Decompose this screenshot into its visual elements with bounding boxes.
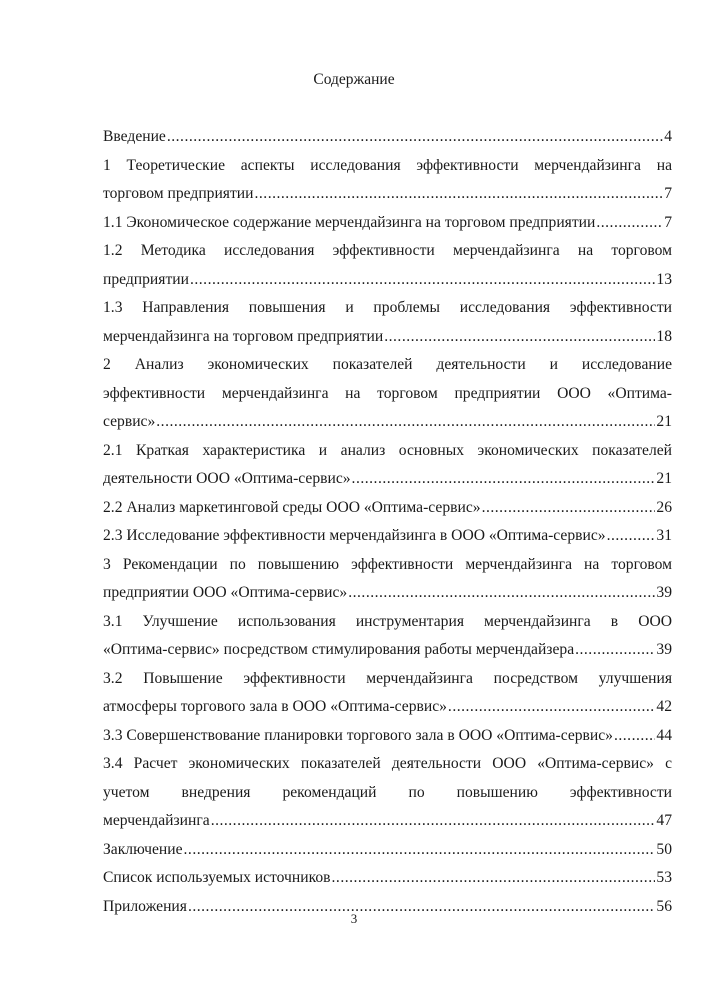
toc-entry[interactable] [103, 522, 672, 551]
toc-entry-last-line [103, 579, 672, 608]
toc-page-number: 31 [656, 527, 672, 544]
toc-entry-last-line [103, 180, 672, 209]
toc-entry-text: мерчендайзинга на торговом предприятии [103, 327, 384, 345]
toc-entry[interactable] [103, 152, 672, 209]
toc-entry-text: мерчендайзинга [103, 812, 210, 829]
dot-leader [384, 323, 655, 352]
toc-entry-line: 3 Рекомендации по повышению эффективности мерчендайзинга на торговом [103, 555, 672, 573]
toc-entry[interactable] [103, 750, 672, 836]
toc-entry[interactable] [103, 437, 672, 494]
toc-entry-text: 2.3 Исследование эффективности мерчендайзинга в ООО «Оптима-сервис» [103, 527, 606, 544]
toc-page-number: 50 [656, 840, 672, 858]
toc-entry[interactable] [103, 209, 672, 238]
toc-entry[interactable] [103, 608, 672, 665]
toc-entry-line: 1.2 Методика исследования эффективности мерчендайзинга на торговом [103, 242, 672, 259]
toc-page-number: 7 [664, 213, 672, 231]
dot-leader [448, 693, 655, 722]
toc-page-number: 42 [656, 698, 672, 715]
toc-entry[interactable] [103, 665, 672, 722]
toc-entry[interactable] [103, 237, 672, 294]
dot-leader [614, 722, 655, 751]
dot-leader [255, 180, 664, 209]
page-number: 3 [350, 911, 358, 926]
table-of-contents [103, 123, 672, 921]
dot-leader [575, 636, 655, 665]
toc-entry-text: деятельности ООО «Оптима-сервис» [103, 470, 351, 487]
toc-entry[interactable] [103, 836, 672, 865]
toc-page-number: 21 [656, 470, 672, 487]
toc-entry-text: торговом предприятии [103, 185, 254, 202]
toc-entry-last-line [103, 465, 672, 494]
toc-entry-line: 1.3 Направления повышения и проблемы исследования эффективности [103, 299, 672, 316]
toc-entry[interactable] [103, 494, 672, 523]
toc-entry-text: Введение [103, 128, 166, 145]
toc-page-number: 39 [656, 584, 672, 601]
toc-entry-line: 3.4 Расчет экономических показателей деятельности ООО «Оптима-сервис» с [103, 755, 672, 772]
toc-page-number: 44 [656, 726, 672, 744]
toc-entry-line: учетом внедрения рекомендаций по повышению эффективности [103, 783, 672, 801]
toc-entry-text: 2.2 Анализ маркетинговой среды ООО «Оптима-сервис» [103, 498, 481, 516]
toc-page-number: 18 [656, 327, 672, 345]
dot-leader [190, 266, 655, 295]
dot-leader [184, 836, 656, 865]
toc-entry-text: «Оптима-сервис» посредством стимулирования работы мерчендайзера [103, 641, 575, 658]
toc-entry-text: предприятии ООО «Оптима-сервис» [103, 584, 348, 601]
toc-entry-last-line [103, 266, 672, 295]
toc-title: Содержание [313, 71, 395, 88]
toc-page-number: 53 [656, 869, 672, 886]
toc-entry-last-line [103, 323, 672, 352]
toc-entry[interactable] [103, 123, 672, 152]
toc-entry-text: сервис» [103, 413, 156, 430]
toc-entry-text: Приложения [103, 897, 187, 915]
toc-entry[interactable] [103, 294, 672, 351]
toc-page-number: 26 [656, 498, 672, 516]
toc-entry[interactable] [103, 722, 672, 751]
toc-entry-last-line [103, 123, 672, 152]
toc-entry-last-line [103, 807, 672, 836]
toc-page-number: 7 [664, 185, 672, 202]
dot-leader [596, 209, 663, 238]
toc-entry-text: предприятии [103, 270, 189, 288]
dot-leader [607, 522, 656, 551]
toc-entry-last-line [103, 836, 672, 865]
toc-entry-line: 1 Теоретические аспекты исследования эффективности мерчендайзинга на [103, 156, 672, 174]
dot-leader [348, 579, 655, 608]
dot-leader [332, 864, 656, 893]
toc-entry-last-line [103, 636, 672, 665]
toc-page-number: 13 [656, 270, 672, 288]
dot-leader [167, 123, 663, 152]
toc-entry[interactable] [103, 351, 672, 437]
toc-entry-last-line [103, 494, 672, 523]
toc-entry-last-line [103, 522, 672, 551]
toc-page-number: 47 [656, 812, 672, 829]
toc-entry-text: Список используемых источников [103, 869, 331, 886]
toc-entry-last-line [103, 408, 672, 437]
toc-entry-last-line [103, 693, 672, 722]
toc-entry-line: 2.1 Краткая характеристика и анализ основных экономических показателей [103, 441, 672, 459]
toc-entry-line: 2 Анализ экономических показателей деятельности и исследование [103, 356, 672, 373]
toc-entry-line: 3.1 Улучшение использования инструментария мерчендайзинга в ООО [103, 612, 672, 630]
toc-entry-last-line [103, 722, 672, 751]
toc-entry-text: 1.1 Экономическое содержание мерчендайзинга на торговом предприятии [103, 213, 596, 231]
toc-page-number: 56 [656, 897, 672, 915]
toc-entry[interactable] [103, 864, 672, 893]
toc-entry-last-line [103, 864, 672, 893]
toc-page-number: 21 [656, 413, 672, 430]
toc-page-number: 39 [656, 641, 672, 658]
toc-entry-text: атмосферы торгового зала в ООО «Оптима-сервис» [103, 698, 447, 715]
toc-entry-line: 3.2 Повышение эффективности мерчендайзинга посредством улучшения [103, 669, 672, 687]
dot-leader [156, 408, 655, 437]
toc-page-number: 4 [664, 128, 672, 145]
dot-leader [211, 807, 656, 836]
dot-leader [352, 465, 656, 494]
dot-leader [482, 494, 656, 523]
toc-entry-text: Заключение [103, 840, 183, 858]
toc-entry[interactable] [103, 551, 672, 608]
toc-entry-text: 3.3 Совершенствование планировки торгового зала в ООО «Оптима-сервис» [103, 726, 613, 744]
toc-entry-last-line [103, 209, 672, 238]
toc-entry-line: эффективности мерчендайзинга на торговом предприятии ООО «Оптима- [103, 384, 672, 402]
